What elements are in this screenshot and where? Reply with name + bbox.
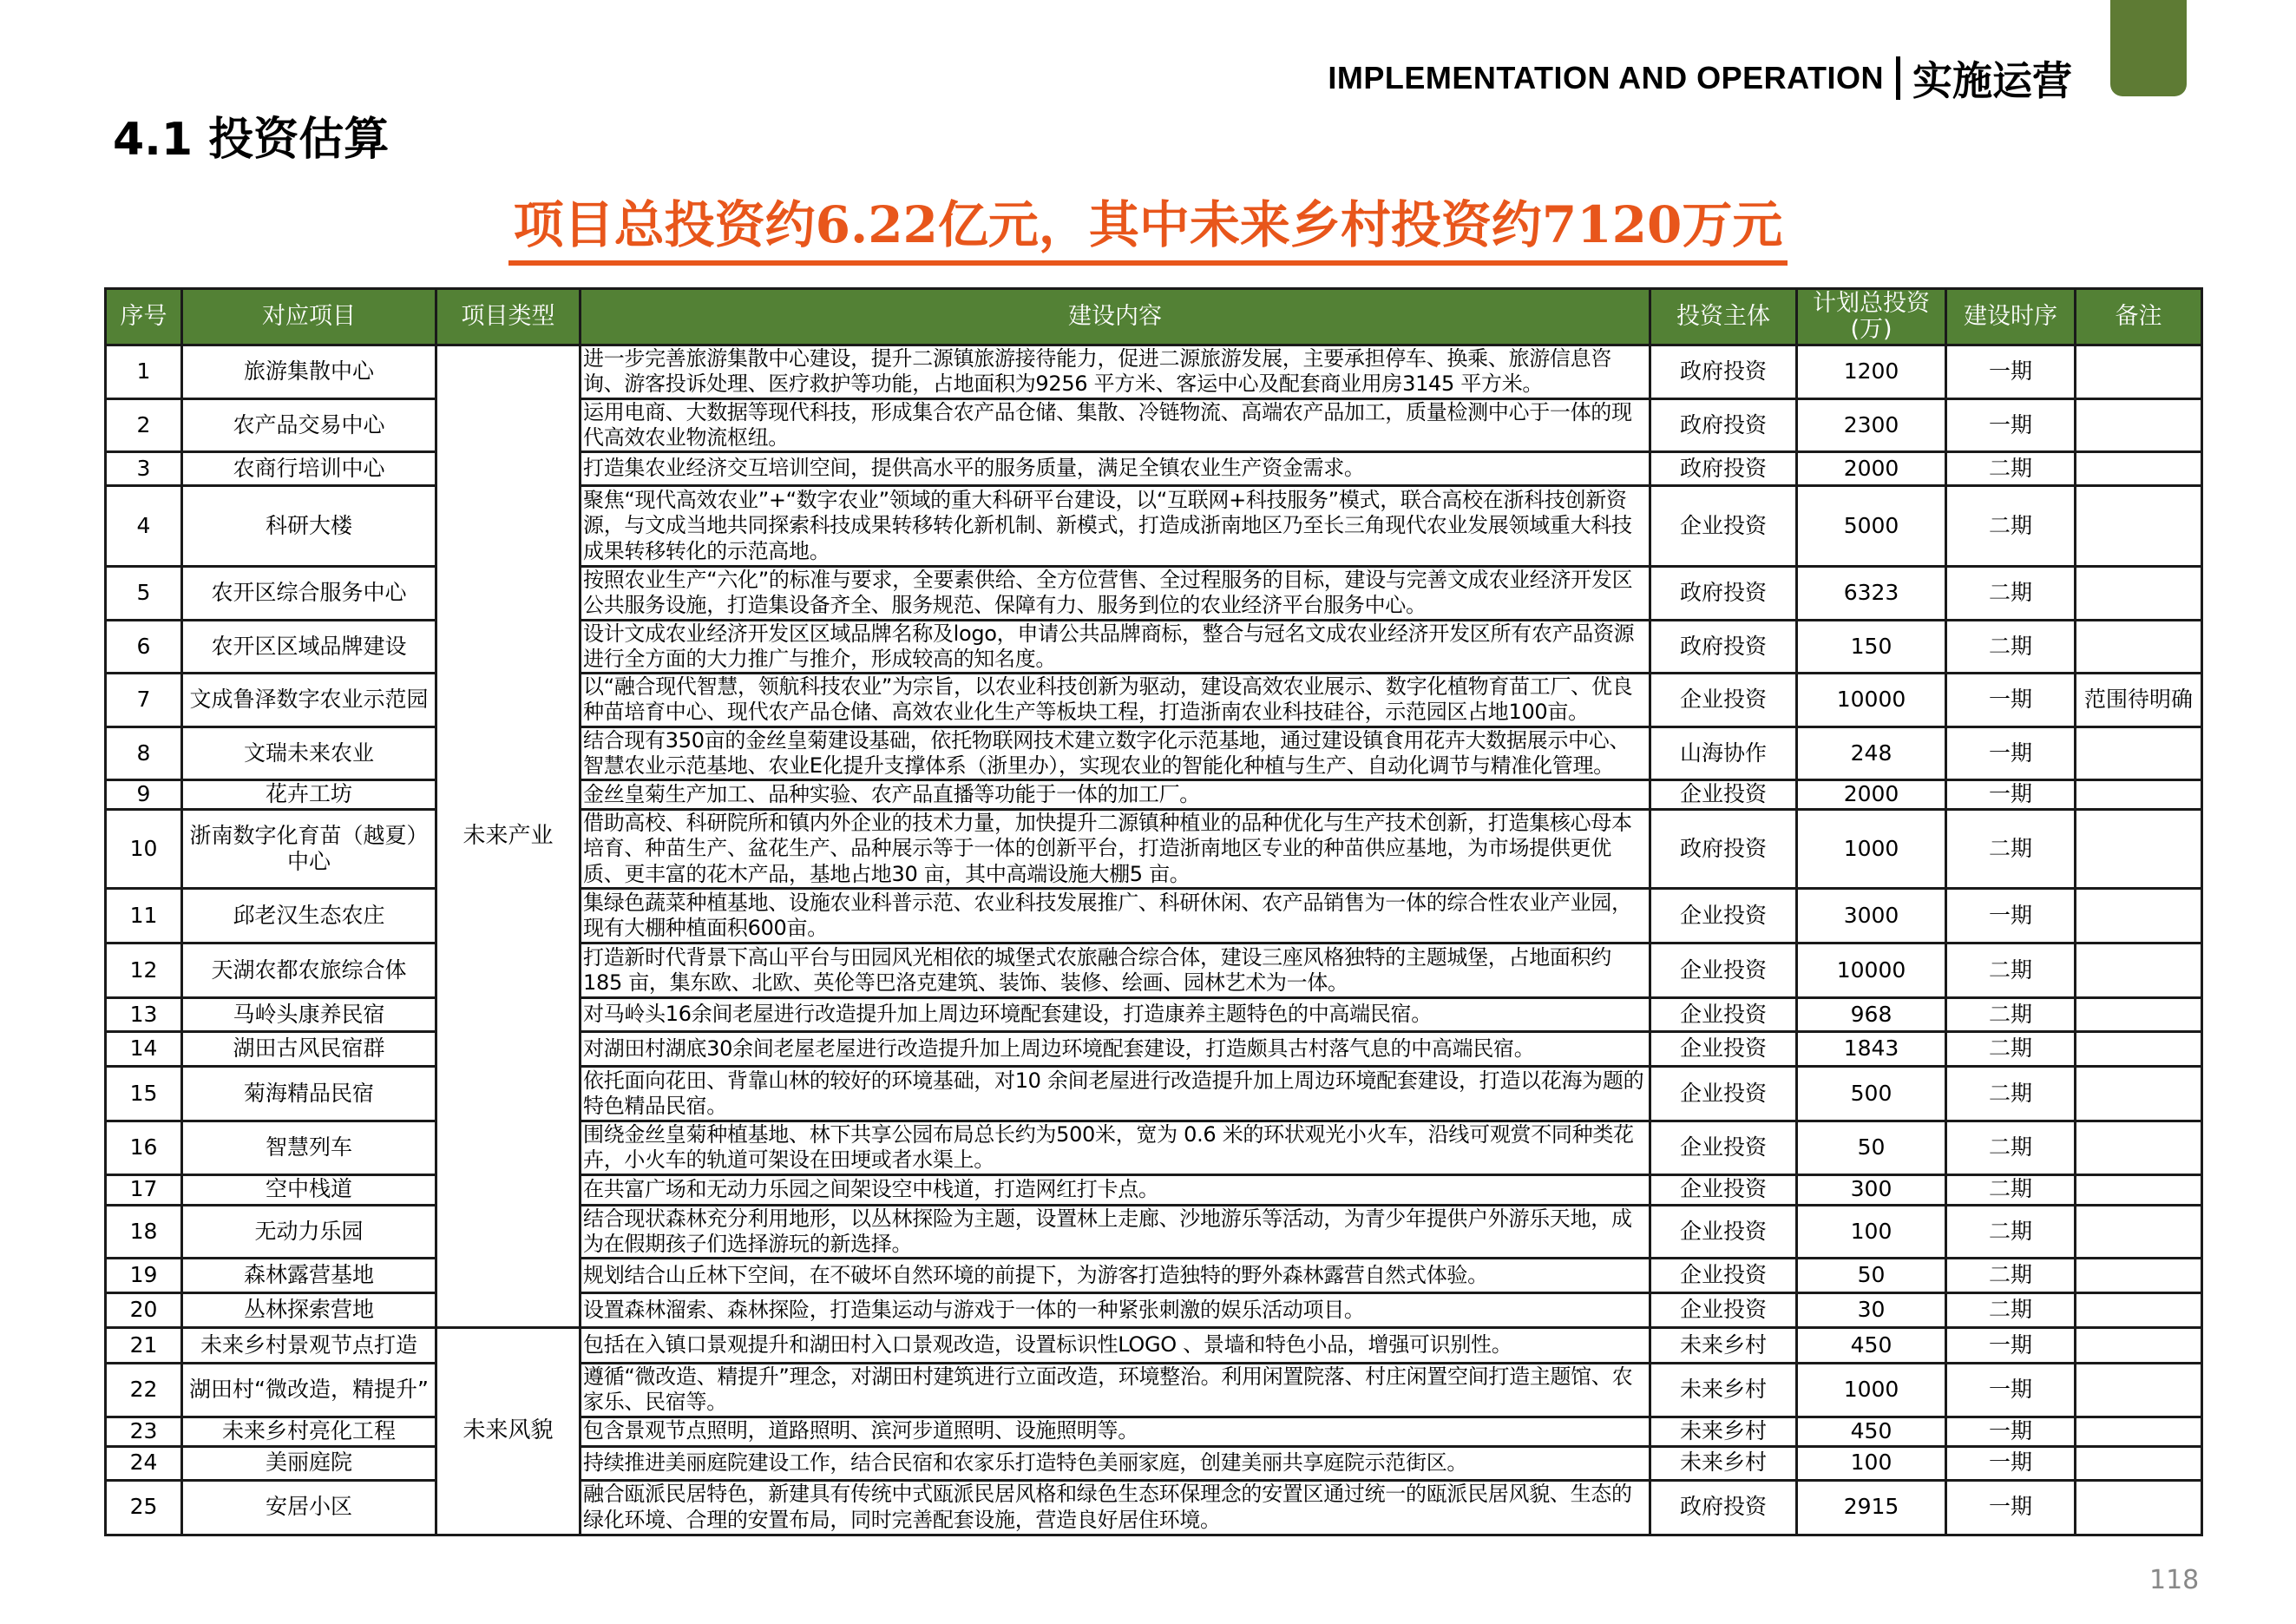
cell-no: 19 (106, 1259, 182, 1293)
table-row (106, 620, 2202, 674)
section-header (1328, 54, 2072, 102)
cell-project: 农开区综合服务中心 (182, 567, 436, 621)
table-row (106, 345, 2202, 399)
section-title-en: IMPLEMENTATION AND OPERATION (1328, 60, 1884, 95)
cell-amount: 5000 (1797, 486, 1946, 567)
cell-project: 智慧列车 (182, 1121, 436, 1174)
cell-note (2076, 398, 2202, 452)
cell-no: 15 (106, 1066, 182, 1121)
cell-content: 借助高校、科研院所和镇内外企业的技术力量，加快提升二源镇种植业的品种优化与生产技术创新，打造集核心母本培育、种苗生产、盆花生产、品种展示等于一体的创新平台，打造浙南地区专业的种苗供应基地，为市场提供更优质、更丰富的花木产品，基地占地30 亩，其中高端设施大棚5 亩。 (581, 810, 1650, 889)
cell-note (2076, 486, 2202, 567)
cell-investor: 企业投资 (1650, 1031, 1797, 1066)
cell-content: 规划结合山丘林下空间，在不破坏自然环境的前提下，为游客打造独特的野外森林露营自然式体验。 (581, 1259, 1650, 1293)
cell-no: 1 (106, 345, 182, 399)
cell-project: 农开区区域品牌建设 (182, 620, 436, 674)
cell-amount: 30 (1797, 1293, 1946, 1328)
cell-note (2076, 997, 2202, 1031)
cell-content: 按照农业生产“六化”的标准与要求，全要素供给、全方位营售、全过程服务的目标，建设与完善文成农业经济开发区公共服务设施，打造集设备齐全、服务规范、保障有力、服务到位的农业经济平台服务中心。 (581, 567, 1650, 621)
table-row (106, 1364, 2202, 1417)
cell-amount: 450 (1797, 1328, 1946, 1364)
cell-investor: 政府投资 (1650, 810, 1797, 889)
table-row (106, 1328, 2202, 1364)
cell-content: 集绿色蔬菜种植基地、设施农业科普示范、农业科技发展推广、科研休闲、农产品销售为一体的综合性农业产业园，现有大棚种植面积600亩。 (581, 888, 1650, 943)
cell-project: 科研大楼 (182, 486, 436, 567)
cell-content: 进一步完善旅游集散中心建设，提升二源镇旅游接待能力，促进二源旅游发展，主要承担停车、换乘、旅游信息咨询、游客投诉处理、医疗救护等功能，占地面积为9256 平方米、客运中心及配套商业用房3145 平方米。 (581, 345, 1650, 399)
cell-content: 包括在入镇口景观提升和湖田村入口景观改造，设置标识性LOGO 、景墙和特色小品，增强可识别性。 (581, 1328, 1650, 1364)
cell-project: 文瑞未来农业 (182, 727, 436, 780)
cell-phase: 二期 (1946, 1174, 2076, 1205)
table-row (106, 567, 2202, 621)
cell-phase: 二期 (1946, 1205, 2076, 1259)
table-row (106, 1205, 2202, 1259)
cell-content: 遵循“微改造、精提升”理念，对湖田村建筑进行立面改造，环境整治。利用闲置院落、村庄闲置空间打造主题馆、农家乐、民宿等。 (581, 1364, 1650, 1417)
cell-note (2076, 1364, 2202, 1417)
table-row (106, 1417, 2202, 1446)
cell-amount: 50 (1797, 1121, 1946, 1174)
col-header-amount: 计划总投资(万) (1797, 289, 1946, 345)
cell-investor: 山海协作 (1650, 727, 1797, 780)
cell-note (2076, 1328, 2202, 1364)
table-header-row (106, 289, 2202, 345)
cell-amount: 1843 (1797, 1031, 1946, 1066)
cell-amount: 248 (1797, 727, 1946, 780)
table-row (106, 810, 2202, 889)
cell-project: 花卉工坊 (182, 780, 436, 810)
table-row (106, 727, 2202, 780)
cell-amount: 2915 (1797, 1480, 1946, 1535)
cell-note (2076, 888, 2202, 943)
col-header-project: 对应项目 (182, 289, 436, 345)
cell-amount: 500 (1797, 1066, 1946, 1121)
cell-note (2076, 1293, 2202, 1328)
investment-table (104, 287, 2203, 1536)
cell-project: 邱老汉生态农庄 (182, 888, 436, 943)
cell-project: 无动力乐园 (182, 1205, 436, 1259)
cell-amount: 450 (1797, 1417, 1946, 1446)
cell-content: 对马岭头16余间老屋进行改造提升加上周边环境配套建设，打造康养主题特色的中高端民宿。 (581, 997, 1650, 1031)
col-header-investor: 投资主体 (1650, 289, 1797, 345)
cell-phase: 一期 (1946, 398, 2076, 452)
cell-note (2076, 1259, 2202, 1293)
cell-amount: 1000 (1797, 810, 1946, 889)
cell-amount: 100 (1797, 1205, 1946, 1259)
cell-content: 结合现有350亩的金丝皇菊建设基础，依托物联网技术建立数字化示范基地，通过建设镇食用花卉大数据展示中心、智慧农业示范基地、农业E化提升支撑体系（浙里办），实现农业的智能化种植与生产、自动化调节与精准化管理。 (581, 727, 1650, 780)
cell-note (2076, 1031, 2202, 1066)
table-row (106, 1446, 2202, 1480)
cell-no: 25 (106, 1480, 182, 1535)
cell-amount: 150 (1797, 620, 1946, 674)
cell-no: 2 (106, 398, 182, 452)
cell-investor: 企业投资 (1650, 1293, 1797, 1328)
cell-content: 设置森林溜索、森林探险，打造集运动与游戏于一体的一种紧张刺激的娱乐活动项目。 (581, 1293, 1650, 1328)
table-row (106, 1480, 2202, 1535)
page-number: 118 (2149, 1565, 2200, 1595)
cell-investor: 政府投资 (1650, 345, 1797, 399)
cell-no: 23 (106, 1417, 182, 1446)
cell-investor: 政府投资 (1650, 620, 1797, 674)
table-row (106, 1293, 2202, 1328)
cell-content: 包含景观节点照明，道路照明、滨河步道照明、设施照明等。 (581, 1417, 1650, 1446)
cell-content: 融合瓯派民居特色，新建具有传统中式瓯派民居风格和绿色生态环保理念的安置区通过统一的瓯派民居风貌、生态的绿化环境、合理的安置布局，同时完善配套设施，营造良好居住环境。 (581, 1480, 1650, 1535)
cell-investor: 企业投资 (1650, 674, 1797, 727)
cell-note (2076, 1446, 2202, 1480)
cell-no: 4 (106, 486, 182, 567)
table-row (106, 1259, 2202, 1293)
cell-no: 12 (106, 943, 182, 997)
cell-project: 安居小区 (182, 1480, 436, 1535)
table-row (106, 674, 2202, 727)
cell-investor: 企业投资 (1650, 486, 1797, 567)
cell-project: 农产品交易中心 (182, 398, 436, 452)
table-row (106, 997, 2202, 1031)
cell-phase: 一期 (1946, 1364, 2076, 1417)
cell-project: 湖田古风民宿群 (182, 1031, 436, 1066)
cell-phase: 二期 (1946, 1259, 2076, 1293)
cell-project: 马岭头康养民宿 (182, 997, 436, 1031)
cell-investor: 政府投资 (1650, 452, 1797, 486)
cell-no: 20 (106, 1293, 182, 1328)
cell-content: 打造集农业经济交互培训空间，提供高水平的服务质量，满足全镇农业生产资金需求。 (581, 452, 1650, 486)
cell-phase: 二期 (1946, 810, 2076, 889)
cell-no: 6 (106, 620, 182, 674)
cell-note (2076, 780, 2202, 810)
cell-project: 浙南数字化育苗（越夏）中心 (182, 810, 436, 889)
cell-investor: 政府投资 (1650, 1480, 1797, 1535)
cell-investor: 企业投资 (1650, 997, 1797, 1031)
cell-note (2076, 1205, 2202, 1259)
cell-project: 农商行培训中心 (182, 452, 436, 486)
cell-amount: 968 (1797, 997, 1946, 1031)
cell-investor: 企业投资 (1650, 1205, 1797, 1259)
cell-phase: 二期 (1946, 486, 2076, 567)
cell-amount: 6323 (1797, 567, 1946, 621)
cell-phase: 一期 (1946, 1328, 2076, 1364)
cell-project: 空中栈道 (182, 1174, 436, 1205)
cell-content: 以“融合现代智慧，领航科技农业”为宗旨，以农业科技创新为驱动，建设高效农业展示、数字化植物育苗工厂、优良种苗培育中心、现代农产品仓储、高效农业化生产等板块工程，打造浙南农业科技硅谷，示范园区占地100亩。 (581, 674, 1650, 727)
cell-phase: 二期 (1946, 1031, 2076, 1066)
cell-investor: 未来乡村 (1650, 1364, 1797, 1417)
headline (0, 184, 2296, 266)
cell-amount: 1000 (1797, 1364, 1946, 1417)
cell-no: 8 (106, 727, 182, 780)
table-row (106, 780, 2202, 810)
page-title: 4.1 投资估算 (113, 114, 390, 166)
cell-phase: 二期 (1946, 943, 2076, 997)
cell-no: 24 (106, 1446, 182, 1480)
cell-content: 设计文成农业经济开发区区域品牌名称及logo，申请公共品牌商标，整合与冠名文成农业经济开发区所有农产品资源进行全方面的大力推广与推介，形成较高的知名度。 (581, 620, 1650, 674)
cell-no: 7 (106, 674, 182, 727)
cell-note (2076, 1121, 2202, 1174)
cell-content: 结合现状森林充分利用地形，以丛林探险为主题，设置林上走廊、沙地游乐等活动，为青少年提供户外游乐天地，成为在假期孩子们选择游玩的新选择。 (581, 1205, 1650, 1259)
cell-amount: 3000 (1797, 888, 1946, 943)
cell-project-type: 未来风貌 (436, 1328, 581, 1535)
cell-note (2076, 620, 2202, 674)
cell-phase: 一期 (1946, 674, 2076, 727)
cell-note: 范围待明确 (2076, 674, 2202, 727)
table-row (106, 1121, 2202, 1174)
cell-no: 18 (106, 1205, 182, 1259)
cell-project: 天湖农都农旅综合体 (182, 943, 436, 997)
cell-no: 5 (106, 567, 182, 621)
section-divider (1896, 56, 1900, 100)
cell-note (2076, 1480, 2202, 1535)
cell-investor: 未来乡村 (1650, 1446, 1797, 1480)
cell-content: 持续推进美丽庭院建设工作，结合民宿和农家乐打造特色美丽家庭，创建美丽共享庭院示范街区。 (581, 1446, 1650, 1480)
cell-content: 金丝皇菊生产加工、品种实验、农产品直播等功能于一体的加工厂。 (581, 780, 1650, 810)
col-header-no: 序号 (106, 289, 182, 345)
cell-phase: 一期 (1946, 1417, 2076, 1446)
table-row (106, 1174, 2202, 1205)
cell-phase: 一期 (1946, 888, 2076, 943)
cell-investor: 政府投资 (1650, 398, 1797, 452)
table-row (106, 486, 2202, 567)
cell-investor: 企业投资 (1650, 943, 1797, 997)
cell-amount: 1200 (1797, 345, 1946, 399)
cell-investor: 政府投资 (1650, 567, 1797, 621)
col-header-type: 项目类型 (436, 289, 581, 345)
cell-investor: 企业投资 (1650, 1066, 1797, 1121)
cell-amount: 50 (1797, 1259, 1946, 1293)
section-title-cn: 实施运营 (1912, 57, 2072, 104)
cell-no: 9 (106, 780, 182, 810)
cell-amount: 10000 (1797, 943, 1946, 997)
cell-phase: 二期 (1946, 452, 2076, 486)
table-row (106, 452, 2202, 486)
cell-project: 菊海精品民宿 (182, 1066, 436, 1121)
cell-note (2076, 810, 2202, 889)
cell-phase: 二期 (1946, 997, 2076, 1031)
cell-phase: 一期 (1946, 345, 2076, 399)
col-header-content: 建设内容 (581, 289, 1650, 345)
cell-content: 聚焦“现代高效农业”+“数字农业”领域的重大科研平台建设，以“互联网+科技服务”模式，联合高校在浙科技创新资源，与文成当地共同探索科技成果转移转化新机制、新模式，打造成浙南地区乃至长三角现代农业发展领域重大科技成果转移转化的示范高地。 (581, 486, 1650, 567)
cell-content: 对湖田村湖底30余间老屋老屋进行改造提升加上周边环境配套建设，打造颇具古村落气息的中高端民宿。 (581, 1031, 1650, 1066)
cell-project: 美丽庭院 (182, 1446, 436, 1480)
table-row (106, 1031, 2202, 1066)
cell-project: 未来乡村景观节点打造 (182, 1328, 436, 1364)
cell-project-type: 未来产业 (436, 345, 581, 1328)
table-row (106, 398, 2202, 452)
cell-project: 旅游集散中心 (182, 345, 436, 399)
cell-investor: 企业投资 (1650, 780, 1797, 810)
section-color-tab (2110, 0, 2187, 96)
cell-note (2076, 1417, 2202, 1446)
cell-no: 22 (106, 1364, 182, 1417)
cell-no: 11 (106, 888, 182, 943)
cell-phase: 二期 (1946, 567, 2076, 621)
cell-amount: 10000 (1797, 674, 1946, 727)
cell-investor: 企业投资 (1650, 1121, 1797, 1174)
cell-project: 森林露营基地 (182, 1259, 436, 1293)
cell-amount: 2000 (1797, 452, 1946, 486)
cell-no: 16 (106, 1121, 182, 1174)
cell-no: 3 (106, 452, 182, 486)
cell-phase: 一期 (1946, 1480, 2076, 1535)
cell-note (2076, 943, 2202, 997)
col-header-phase: 建设时序 (1946, 289, 2076, 345)
cell-project: 丛林探索营地 (182, 1293, 436, 1328)
table-row (106, 943, 2202, 997)
cell-phase: 二期 (1946, 620, 2076, 674)
cell-phase: 二期 (1946, 1121, 2076, 1174)
table-row (106, 1066, 2202, 1121)
cell-amount: 2300 (1797, 398, 1946, 452)
cell-amount: 100 (1797, 1446, 1946, 1480)
cell-phase: 二期 (1946, 1293, 2076, 1328)
cell-investor: 未来乡村 (1650, 1328, 1797, 1364)
cell-note (2076, 452, 2202, 486)
cell-phase: 二期 (1946, 1066, 2076, 1121)
cell-note (2076, 727, 2202, 780)
cell-amount: 2000 (1797, 780, 1946, 810)
cell-investor: 企业投资 (1650, 888, 1797, 943)
cell-investor: 未来乡村 (1650, 1417, 1797, 1446)
cell-project: 未来乡村亮化工程 (182, 1417, 436, 1446)
cell-phase: 一期 (1946, 1446, 2076, 1480)
cell-content: 围绕金丝皇菊种植基地、林下共享公园布局总长约为500米，宽为 0.6 米的环状观光小火车，沿线可观赏不同种类花卉，小火车的轨道可架设在田埂或者水渠上。 (581, 1121, 1650, 1174)
cell-note (2076, 1066, 2202, 1121)
cell-note (2076, 567, 2202, 621)
cell-no: 10 (106, 810, 182, 889)
cell-project: 文成鲁泽数字农业示范园 (182, 674, 436, 727)
cell-project: 湖田村“微改造，精提升” (182, 1364, 436, 1417)
table-row (106, 888, 2202, 943)
cell-no: 21 (106, 1328, 182, 1364)
cell-investor: 企业投资 (1650, 1259, 1797, 1293)
cell-phase: 一期 (1946, 727, 2076, 780)
cell-content: 打造新时代背景下高山平台与田园风光相依的城堡式农旅融合综合体，建设三座风格独特的主题城堡，占地面积约185 亩，集东欧、北欧、英伦等巴洛克建筑、装饰、装修、绘画、园林艺术为一体。 (581, 943, 1650, 997)
headline-text: 项目总投资约6.22亿元，其中未来乡村投资约7120万元 (508, 184, 1788, 266)
cell-investor: 企业投资 (1650, 1174, 1797, 1205)
cell-no: 17 (106, 1174, 182, 1205)
cell-content: 在共富广场和无动力乐园之间架设空中栈道，打造网红打卡点。 (581, 1174, 1650, 1205)
col-header-note: 备注 (2076, 289, 2202, 345)
cell-amount: 300 (1797, 1174, 1946, 1205)
cell-no: 14 (106, 1031, 182, 1066)
cell-note (2076, 345, 2202, 399)
cell-content: 运用电商、大数据等现代科技，形成集合农产品仓储、集散、冷链物流、高端农产品加工，质量检测中心于一体的现代高效农业物流枢纽。 (581, 398, 1650, 452)
cell-no: 13 (106, 997, 182, 1031)
cell-note (2076, 1174, 2202, 1205)
cell-content: 依托面向花田、背靠山林的较好的环境基础，对10 余间老屋进行改造提升加上周边环境配套建设，打造以花海为题的特色精品民宿。 (581, 1066, 1650, 1121)
cell-phase: 一期 (1946, 780, 2076, 810)
